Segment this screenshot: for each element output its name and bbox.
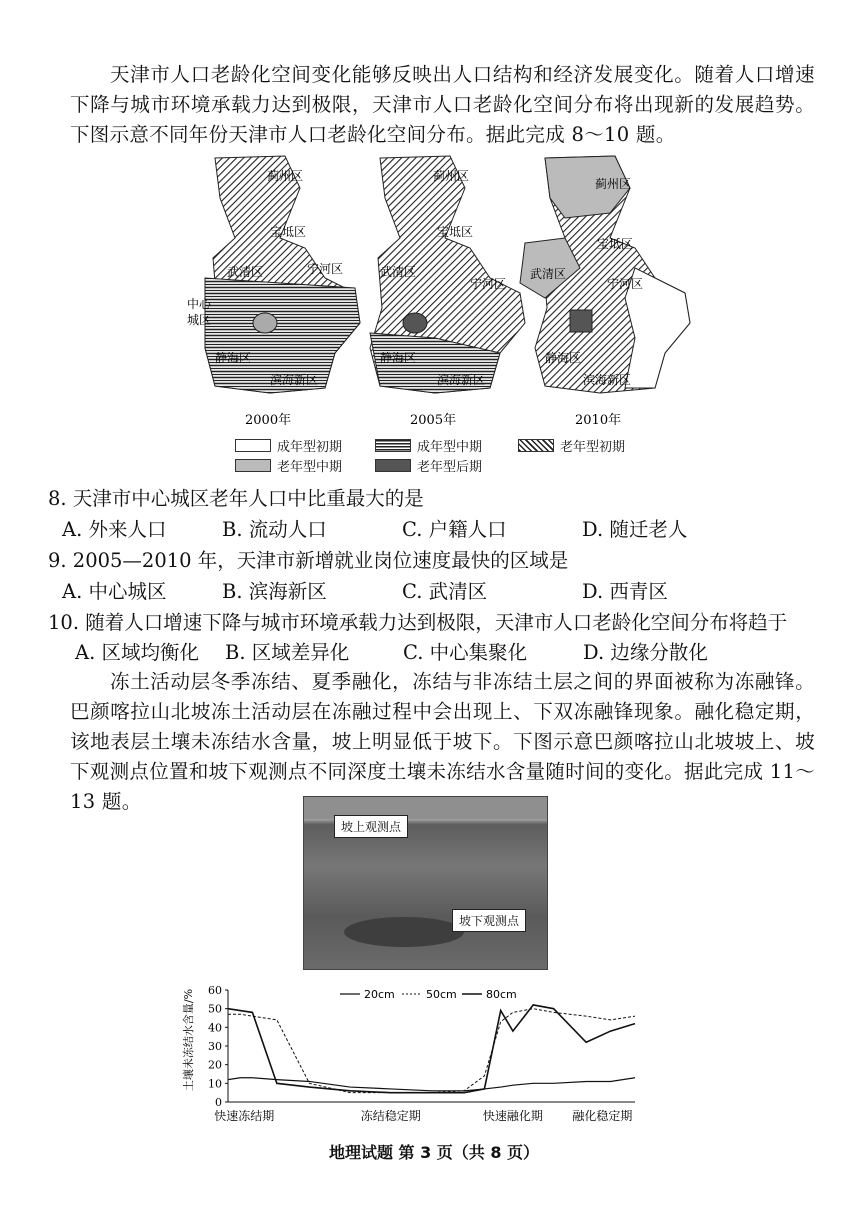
label-binhai-2005: 滨海新区 [437,373,486,387]
lower-observation-point: 坡下观测点 [452,909,526,932]
legend-20cm: 20cm [364,988,395,1001]
q10-option-d[interactable]: D. 边缘分散化 [583,641,708,664]
x-period-label: 快速冻结期 [214,1109,275,1123]
x-period-label: 融化稳定期 [572,1109,633,1123]
legend-item-4: 老年型中期 [235,456,342,475]
legend-50cm: 50cm [426,988,457,1001]
center-label-1: 中心 [187,297,212,311]
label-jizhou-2010: 蓟州区 [595,177,632,191]
intro-paragraph-1: 天津市人口老龄化空间变化能够反映出人口结构和经济发展变化。随着人口增速下降与城市环境承载力达到极限，天津市人口老龄化空间分布将出现新的发展趋势。下图示意不同年份天津市人口老龄化空间分布。据此完成 8～10 题。 [70,63,815,146]
question-10-options [75,640,835,666]
q8-option-d[interactable]: D. 随迁老人 [582,518,688,541]
label-ninghe-2010: 宁河区 [607,277,644,291]
aging-maps [175,148,695,478]
center-label-2: 城区 [187,313,212,327]
legend-item-5: 老年型后期 [375,456,482,475]
y-tick-label: 50 [208,1002,222,1016]
label-binhai-2000: 滨海新区 [270,373,319,387]
q9-option-c[interactable]: C. 武清区 [402,580,488,603]
label-jinghai-2000: 静海区 [215,351,252,365]
x-period-label: 冻结稳定期 [360,1109,421,1123]
x-period-label: 快速融化期 [482,1109,543,1123]
y-tick-label: 30 [208,1040,222,1053]
q9-option-a[interactable]: A. 中心城区 [62,580,167,603]
aging-maps-figure [175,148,695,478]
q10-option-b[interactable]: B. 区域差异化 [225,641,350,664]
q8-option-c[interactable]: C. 户籍人口 [402,518,507,541]
q9-option-b[interactable]: B. 滨海新区 [222,580,327,603]
label-baodi-2000: 宝坻区 [270,225,307,239]
q10-option-a[interactable]: A. 区域均衡化 [75,641,199,664]
label-ninghe-2005: 宁河区 [470,277,507,291]
question-10-stem: 10. 随着人口增速下降与城市环境承载力达到极限，天津市人口老龄化空间分布将趋于 [48,611,788,634]
year-2010: 2010年 [575,413,622,428]
slope-photo [303,796,548,970]
question-9-stem: 9. 2005—2010 年，天津市新增就业岗位速度最快的区域是 [48,549,569,572]
y-tick-label: 60 [208,984,222,997]
legend-item-3: 老年型初期 [518,436,625,455]
question-9-options [62,579,822,605]
label-jizhou-2000: 蓟州区 [267,169,304,183]
q8-option-b[interactable]: B. 流动人口 [222,518,327,541]
year-2000: 2000年 [245,413,292,428]
y-axis-label: 土壤未冻结水含量/% [182,988,195,1092]
label-jinghai-2005: 静海区 [380,351,417,365]
label-ninghe-2000: 宁河区 [307,262,344,276]
y-tick-label: 10 [208,1077,222,1091]
question-8-stem: 8. 天津市中心城区老年人口中比重最大的是 [48,487,424,510]
label-wuqing-2000: 武清区 [227,265,264,279]
label-jizhou-2005: 蓟州区 [433,169,470,183]
year-2005: 2005年 [410,413,457,428]
label-baodi-2010: 宝坻区 [597,237,634,251]
series-line-20cm [228,1005,635,1093]
upper-observation-point: 坡上观测点 [334,815,408,838]
question-8-options [62,517,822,543]
y-tick-label: 0 [215,1096,222,1109]
q8-option-a[interactable]: A. 外来人口 [62,518,167,541]
label-binhai-2010: 滨海新区 [583,373,632,387]
y-tick-label: 40 [208,1021,222,1035]
label-baodi-2005: 宝坻区 [437,225,474,239]
legend-item-1: 成年型初期 [235,436,342,455]
q9-option-d[interactable]: D. 西青区 [582,580,668,603]
label-wuqing-2005: 武清区 [380,265,417,279]
y-tick-label: 20 [208,1058,222,1072]
unfrozen-water-chart [180,980,660,1128]
intro-paragraph-2: 冻土活动层冬季冻结、夏季融化，冻结与非冻结土层之间的界面被称为冻融锋。巴颜喀拉山北坡冻土活动层在冻融过程中会出现上、下双冻融锋现象。融化稳定期，该地表层土壤未冻结水含量，坡上明显低于坡下。下图示意巴颜喀拉山北坡坡上、坡下观测点位置和坡下观测点不同深度土壤未冻结水含量随时间的变化。据此完成 11～13 题。 [70,670,815,813]
legend-item-2: 成年型中期 [375,436,482,455]
q10-option-c[interactable]: C. 中心集聚化 [403,641,528,664]
label-wuqing-2010: 武清区 [530,267,567,281]
label-jinghai-2010: 静海区 [545,351,582,365]
legend-80cm: 80cm [486,988,517,1001]
page-footer: 地理试题 第 3 页（共 8 页） [328,1143,540,1162]
